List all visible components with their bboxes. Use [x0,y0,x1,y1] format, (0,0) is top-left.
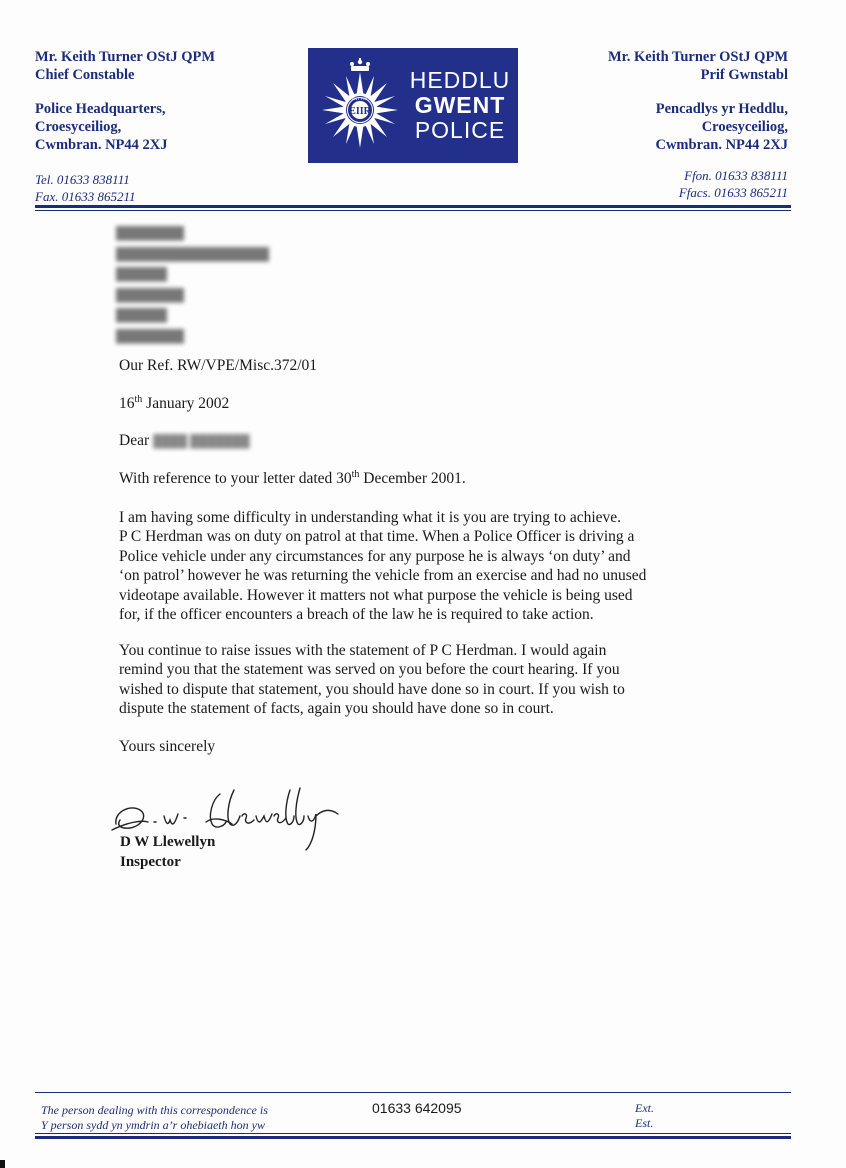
header-right-contact [679,167,788,201]
logo-line-police: POLICE [414,117,506,143]
hq-address-line-1: Police Headquarters, [35,101,166,117]
header-left-contact [35,171,136,205]
signatory-rank: Inspector [120,854,181,870]
paragraph-1-line: I am having some difficulty in understanding what it is you are trying to achieve. [119,509,622,526]
footer-dealing-welsh: Y person sydd yn ymdrin a’r ohebiaeth hon yw [41,1118,265,1132]
hq-address-line-3: Cwmbran. NP44 2XJ [35,137,168,153]
footer-divider-thin [35,1133,791,1134]
scan-corner-mark [0,1160,5,1168]
redacted-recipient-name: ████ ███████ [153,434,250,448]
salutation [119,431,250,452]
header-divider-thin [35,210,791,211]
footer-divider-thick [35,1136,791,1139]
salutation-text: Dear [119,432,150,449]
letter-reference: Our Ref. RW/VPE/Misc.372/01 [119,357,318,374]
footer-extension [635,1101,654,1131]
paragraph-1 [119,508,646,624]
intro-line: With reference to your letter dated 30th December 2001. [119,469,466,487]
gwent-police-logo [308,48,518,163]
paragraph-2-line: wished to dispute that statement, you should have done so in court. If you wish to [119,680,625,698]
chief-constable-name: Mr. Keith Turner OStJ QPM [35,49,216,65]
footer-phone-number: 01633 642095 [372,1100,462,1116]
footer-ext-english: Ext. [635,1101,654,1115]
letter-date: 16th January 2002 [119,394,230,412]
signatory-block [120,832,215,872]
hq-address-welsh-line-1: Pencadlys yr Heddlu, [655,101,788,117]
paragraph-2-line: dispute the statement of facts, again you should have done so in court. [119,700,554,718]
footer-dealing-english: The person dealing with this correspondence is [41,1103,268,1117]
paragraph-1-line: ‘on patrol’ however he was returning the vehicle from an exercise and had no unused [119,567,647,585]
crest-cypher-text: EIIR [349,106,371,117]
logo-line-heddlu: HEDDLU [409,67,511,93]
hq-address-line-2: Croesyceiliog, [35,119,122,135]
chief-constable-title: Chief Constable [35,67,135,83]
fax-number-welsh: Ffacs. 01633 865211 [678,185,788,200]
paragraph-2-line: You continue to raise issues with the statement of P C Herdman. I would again [119,642,607,659]
telephone-number-welsh: Ffon. 01633 838111 [684,168,788,183]
fax-number: Fax. 01633 865211 [35,189,136,204]
logo-line-gwent: GWENT [414,92,506,118]
paragraph-1-line: P C Herdman was on duty on patrol at that time. When a Police Officer is driving a [119,528,635,546]
header-right-block [608,48,788,154]
closing: Yours sincerely [119,738,216,755]
chief-constable-name-welsh: Mr. Keith Turner OStJ QPM [607,49,788,65]
signatory-name: D W Llewellyn [120,834,216,850]
paragraph-1-line: Police vehicle under any circumstances for any purpose he is always ‘on duty’ and [119,547,631,565]
footer-dealing-text [41,1103,268,1133]
header-divider-thick [35,205,791,208]
paragraph-1-line: videotape available. However it matters not what purpose the vehicle is being used [119,586,633,604]
footer-divider-top [35,1092,791,1093]
paragraph-2 [119,641,625,719]
logo-wordmark [404,68,516,143]
hq-address-welsh-line-3: Cwmbran. NP44 2XJ [655,137,788,153]
chief-constable-title-welsh: Prif Gwnstabl [700,67,788,83]
footer-ext-welsh: Est. [635,1116,654,1130]
police-star-crest-icon [316,58,404,154]
header-left-block [35,48,215,154]
hq-address-welsh-line-2: Croesyceiliog, [701,119,788,135]
redacted-recipient-address: ████████ ██████████████████ ██████ ████████ ██████ ████████ [116,226,270,343]
paragraph-2-line: remind you that the statement was served on you before the court hearing. If you [119,661,620,679]
telephone-number: Tel. 01633 838111 [35,172,130,187]
crest-ring-text: GWENT POLICE [344,96,376,101]
paragraph-1-line: for, if the officer encounters a breach of the law he is required to take action. [119,606,594,624]
